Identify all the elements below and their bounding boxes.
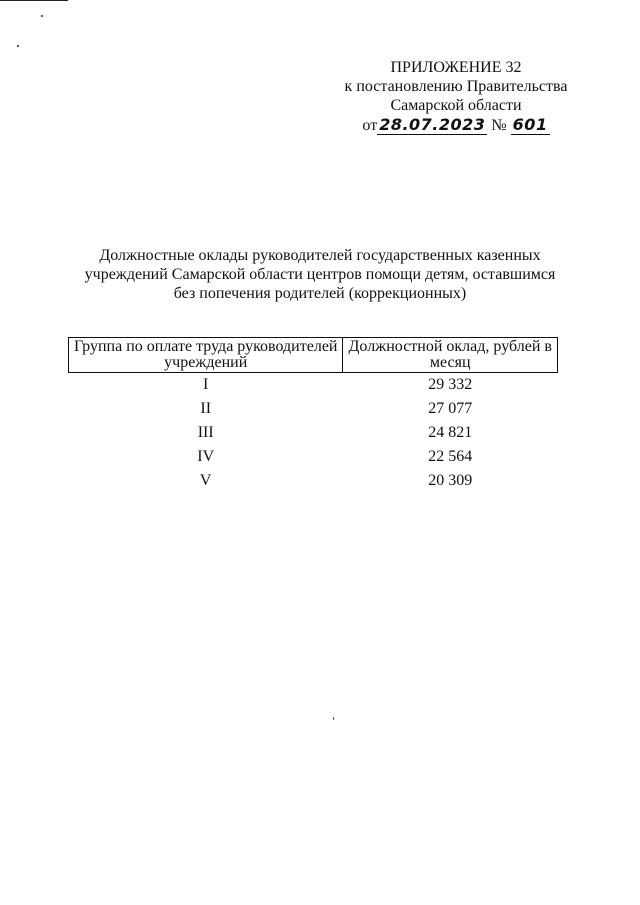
- table-row: [69, 397, 558, 421]
- cell-group: III: [197, 424, 214, 441]
- cell-salary: 20 309: [428, 472, 473, 489]
- cell-salary: 22 564: [428, 448, 473, 465]
- date-prefix: от: [362, 117, 378, 134]
- cell-group: I: [203, 376, 209, 393]
- table-row: [69, 421, 558, 445]
- title-line: Должностные оклады руководителей государственных казенных: [99, 247, 541, 264]
- cell-salary: 24 821: [428, 424, 473, 441]
- header-group: Группа по оплате труда руководителей учреждений: [69, 338, 343, 373]
- appendix-heading: ПРИЛОЖЕНИЕ 32: [390, 59, 522, 76]
- cell-salary: 27 077: [428, 400, 473, 417]
- title-line: учреждений Самарской области центров помощи детям, оставшимся: [84, 266, 556, 283]
- decree-reference: к постановлению Правительства: [344, 78, 568, 95]
- region-name: Самарской области: [390, 97, 522, 114]
- salary-table: [68, 337, 558, 493]
- title-line: без попечения родителей (коррекционных): [173, 285, 467, 302]
- table-row: [69, 373, 558, 398]
- scan-speck: [333, 717, 334, 720]
- decree-date-line: [340, 115, 572, 135]
- table-header-row: [69, 338, 558, 373]
- number-prefix: №: [491, 117, 507, 134]
- table-row: [69, 445, 558, 469]
- cell-group: V: [199, 472, 212, 489]
- scan-edge-mark: [0, 0, 68, 1]
- cell-salary: 29 332: [428, 376, 473, 393]
- scan-speck: [17, 45, 19, 47]
- header-salary: Должностной оклад, рублей в месяц: [343, 338, 558, 373]
- handwritten-date: 28.07.2023: [379, 115, 486, 134]
- cell-group: II: [200, 400, 212, 417]
- handwritten-number: 601: [512, 115, 548, 134]
- scan-speck: [41, 15, 43, 17]
- cell-group: IV: [197, 448, 215, 465]
- document-title: [70, 246, 570, 303]
- approval-block: [340, 58, 572, 135]
- table-row: [69, 469, 558, 493]
